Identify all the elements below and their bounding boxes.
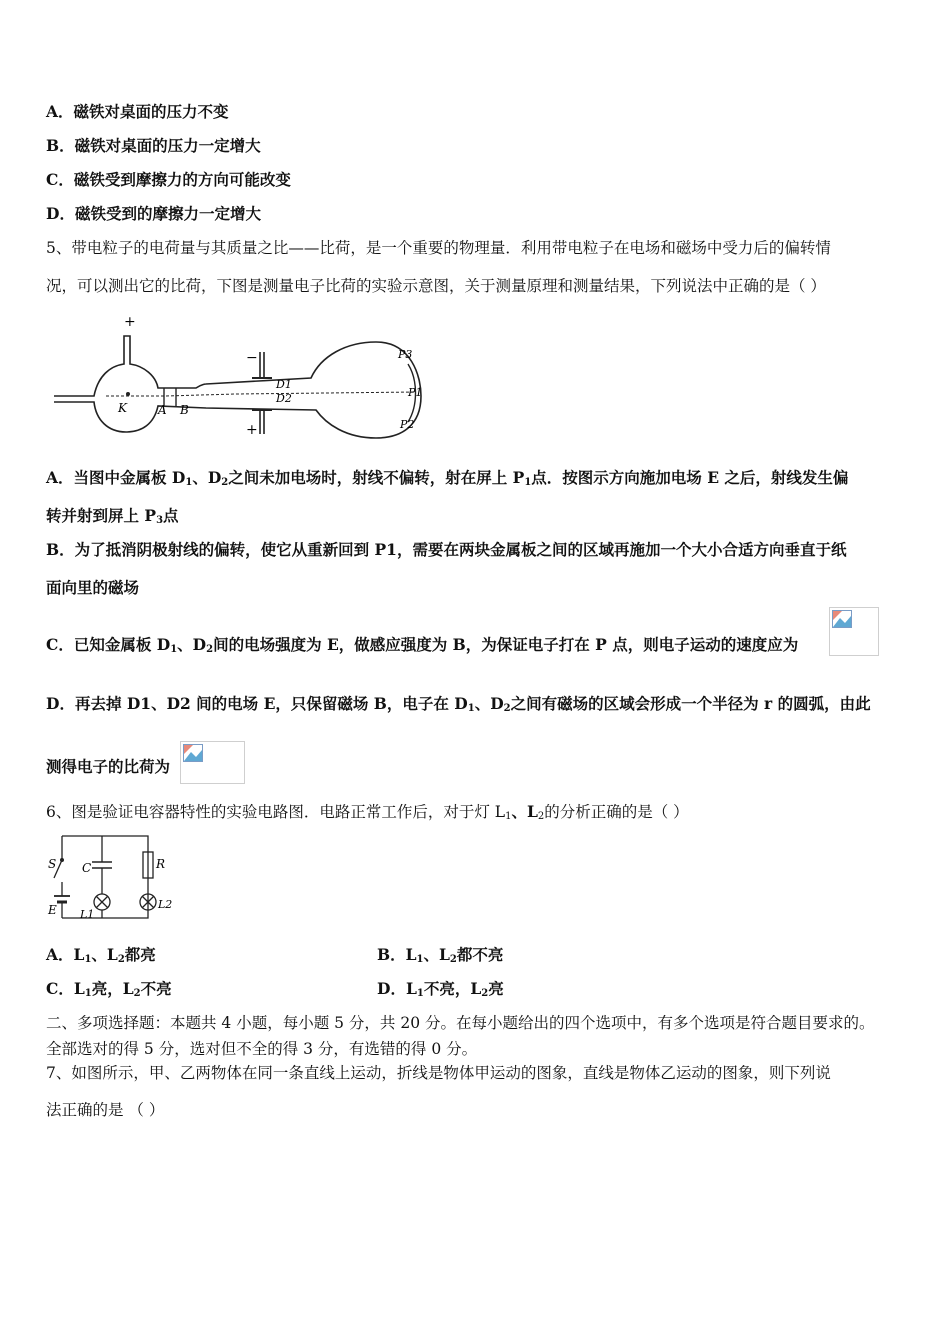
q6-opt-c-text3: 不亮 (140, 979, 172, 998)
broken-image-icon (832, 610, 852, 628)
q5-label-d1: D1 (276, 378, 292, 391)
sub-1: 1 (84, 988, 92, 999)
q6-opt-a-text1: A．L (46, 945, 85, 964)
q5-option-d-line1 (46, 694, 871, 719)
sub-1: 1 (524, 477, 532, 488)
q5-label-d2: D2 (276, 392, 292, 405)
sub-2: 2 (206, 644, 214, 655)
sub-1: 1 (416, 954, 424, 965)
q5-opt-d-text1: D．再去掉 D1、D2 间的电场 E，只保留磁场 B，电子在 D (46, 694, 468, 713)
sub-1: 1 (170, 644, 178, 655)
sub-2: 2 (481, 988, 489, 999)
section2-line2: 全部选对的得 5 分，选对但不全的得 3 分，有选错的得 0 分。 (46, 1040, 478, 1058)
q5-label-plus-bottom: + (246, 422, 258, 438)
q6-opt-b-text2: 、L (423, 945, 450, 964)
q5-opt-c-text2: 、D (177, 635, 207, 654)
q5-opt-a-text5: 转并射到屏上 P (46, 506, 157, 525)
q5-opt-a-text3: 之间未加电场时，射线不偏转，射在屏上 P (228, 468, 525, 487)
q5-stem-line2: 况，可以测出它的比荷，下图是测量电子比荷的实验示意图，关于测量原理和测量结果，下列说法中正确的是（ ） (46, 277, 826, 295)
sub-1: 1 (505, 811, 512, 822)
q5-option-c-formula-image-icon (829, 607, 879, 656)
sub-2: 2 (117, 954, 125, 965)
q6-stem (46, 802, 689, 827)
q4-option-c: C．磁铁受到摩擦力的方向可能改变 (46, 170, 291, 189)
q6-label-l1: L1 (80, 908, 95, 921)
sub-1: 1 (84, 954, 92, 965)
q5-label-p2: P2 (400, 418, 415, 431)
q5-opt-d-text3: 之间有磁场的区域会形成一个半径为 r 的圆弧，由此 (510, 694, 871, 713)
q5-label-minus: − (246, 350, 258, 366)
section2-line1: 二、多项选择题：本题共 4 小题，每小题 5 分，共 20 分。在每小题给出的四个选项中，有多个选项是符合题目要求的。 (46, 1014, 875, 1032)
q5-figure-crt (46, 306, 436, 442)
q5-opt-a-text1: A．当图中金属板 D (46, 468, 186, 487)
q5-option-a-line1 (46, 468, 848, 493)
q6-opt-a-text2: 、L (91, 945, 118, 964)
q5-opt-a-text6: 点 (163, 506, 179, 525)
q6-opt-a-text3: 都亮 (124, 945, 156, 964)
q6-stem-text3: 的分析正确的是（ ） (544, 803, 689, 821)
q6-label-c: C (82, 861, 92, 875)
q6-label-s: S (48, 857, 57, 871)
q5-opt-d-text2: 、D (474, 694, 504, 713)
sub-2: 2 (449, 954, 457, 965)
q4-option-d: D．磁铁受到的摩擦力一定增大 (46, 204, 261, 223)
q5-option-b-line1: B．为了抵消阴极射线的偏转，使它从重新回到 P1，需要在两块金属板之间的区域再施加一个大小合适方向垂直于纸 (46, 540, 847, 559)
q6-switch-pivot (60, 858, 64, 862)
q5-label-p1: P1 (408, 386, 423, 399)
q6-option-b (377, 945, 503, 970)
q6-opt-d-text3: 亮 (488, 979, 504, 998)
q6-opt-c-text2: 亮，L (91, 979, 134, 998)
q6-opt-c-text1: C．L (46, 979, 85, 998)
q5-option-b-line2: 面向里的磁场 (46, 578, 140, 597)
q6-opt-d-text2: 不亮，L (423, 979, 482, 998)
q5-option-c (46, 635, 798, 660)
q7-stem-line2: 法正确的是 （ ） (46, 1101, 165, 1119)
q5-cathode-dot (126, 392, 130, 396)
sub-2: 2 (503, 703, 511, 714)
q5-option-d-line2: 测得电子的比荷为 (46, 757, 171, 776)
sub-1: 1 (416, 988, 424, 999)
q5-label-k: K (118, 401, 127, 415)
q5-option-a-line2 (46, 506, 179, 531)
q6-stem-text1: 6、图是验证电容器特性的实验电路图．电路正常工作后，对于灯 L (46, 803, 506, 821)
q6-stem-text2: 、L (511, 802, 538, 821)
q6-opt-b-text3: 都不亮 (456, 945, 504, 964)
q6-opt-d-text1: D．L (377, 979, 417, 998)
q5-label-p3: P3 (398, 348, 413, 361)
q6-figure-circuit (44, 832, 184, 924)
q6-label-e: E (48, 903, 57, 917)
sub-2: 2 (537, 811, 545, 822)
broken-image-icon (183, 744, 203, 762)
q6-option-d (377, 979, 504, 1004)
sub-1: 1 (467, 703, 475, 714)
q7-stem-line1: 7、如图所示，甲、乙两物体在同一条直线上运动，折线是物体甲运动的图象，直线是物体乙运动的图象，则下列说 (46, 1064, 831, 1082)
q4-option-a: A．磁铁对桌面的压力不变 (46, 102, 229, 121)
q6-opt-b-text1: B．L (377, 945, 417, 964)
sub-3: 3 (156, 515, 164, 526)
q5-opt-a-text4: 点．按图示方向施加电场 E 之后，射线发生偏 (531, 468, 849, 487)
q5-option-d-formula-image-icon (180, 741, 245, 784)
q6-label-r: R (156, 857, 166, 871)
q6-option-a (46, 945, 156, 970)
q5-opt-c-text3: 间的电场强度为 E，做感应强度为 B，为保证电子打在 P 点，则电子运动的速度应为 (213, 635, 799, 654)
q6-option-c (46, 979, 172, 1004)
q5-label-plus-top: + (124, 314, 136, 330)
q5-opt-c-text1: C．已知金属板 D (46, 635, 171, 654)
q5-stem-line1: 5、带电粒子的电荷量与其质量之比——比荷，是一个重要的物理量．利用带电粒子在电场和磁场中受力后的偏转情 (46, 239, 831, 257)
q6-label-l2: L2 (158, 898, 173, 911)
q4-option-b: B．磁铁对桌面的压力一定增大 (46, 136, 261, 155)
sub-1: 1 (185, 477, 193, 488)
q5-opt-a-text2: 、D (192, 468, 222, 487)
q5-label-a: A (158, 403, 167, 417)
sub-2: 2 (133, 988, 141, 999)
sub-2: 2 (221, 477, 229, 488)
q5-label-b: B (180, 403, 189, 417)
